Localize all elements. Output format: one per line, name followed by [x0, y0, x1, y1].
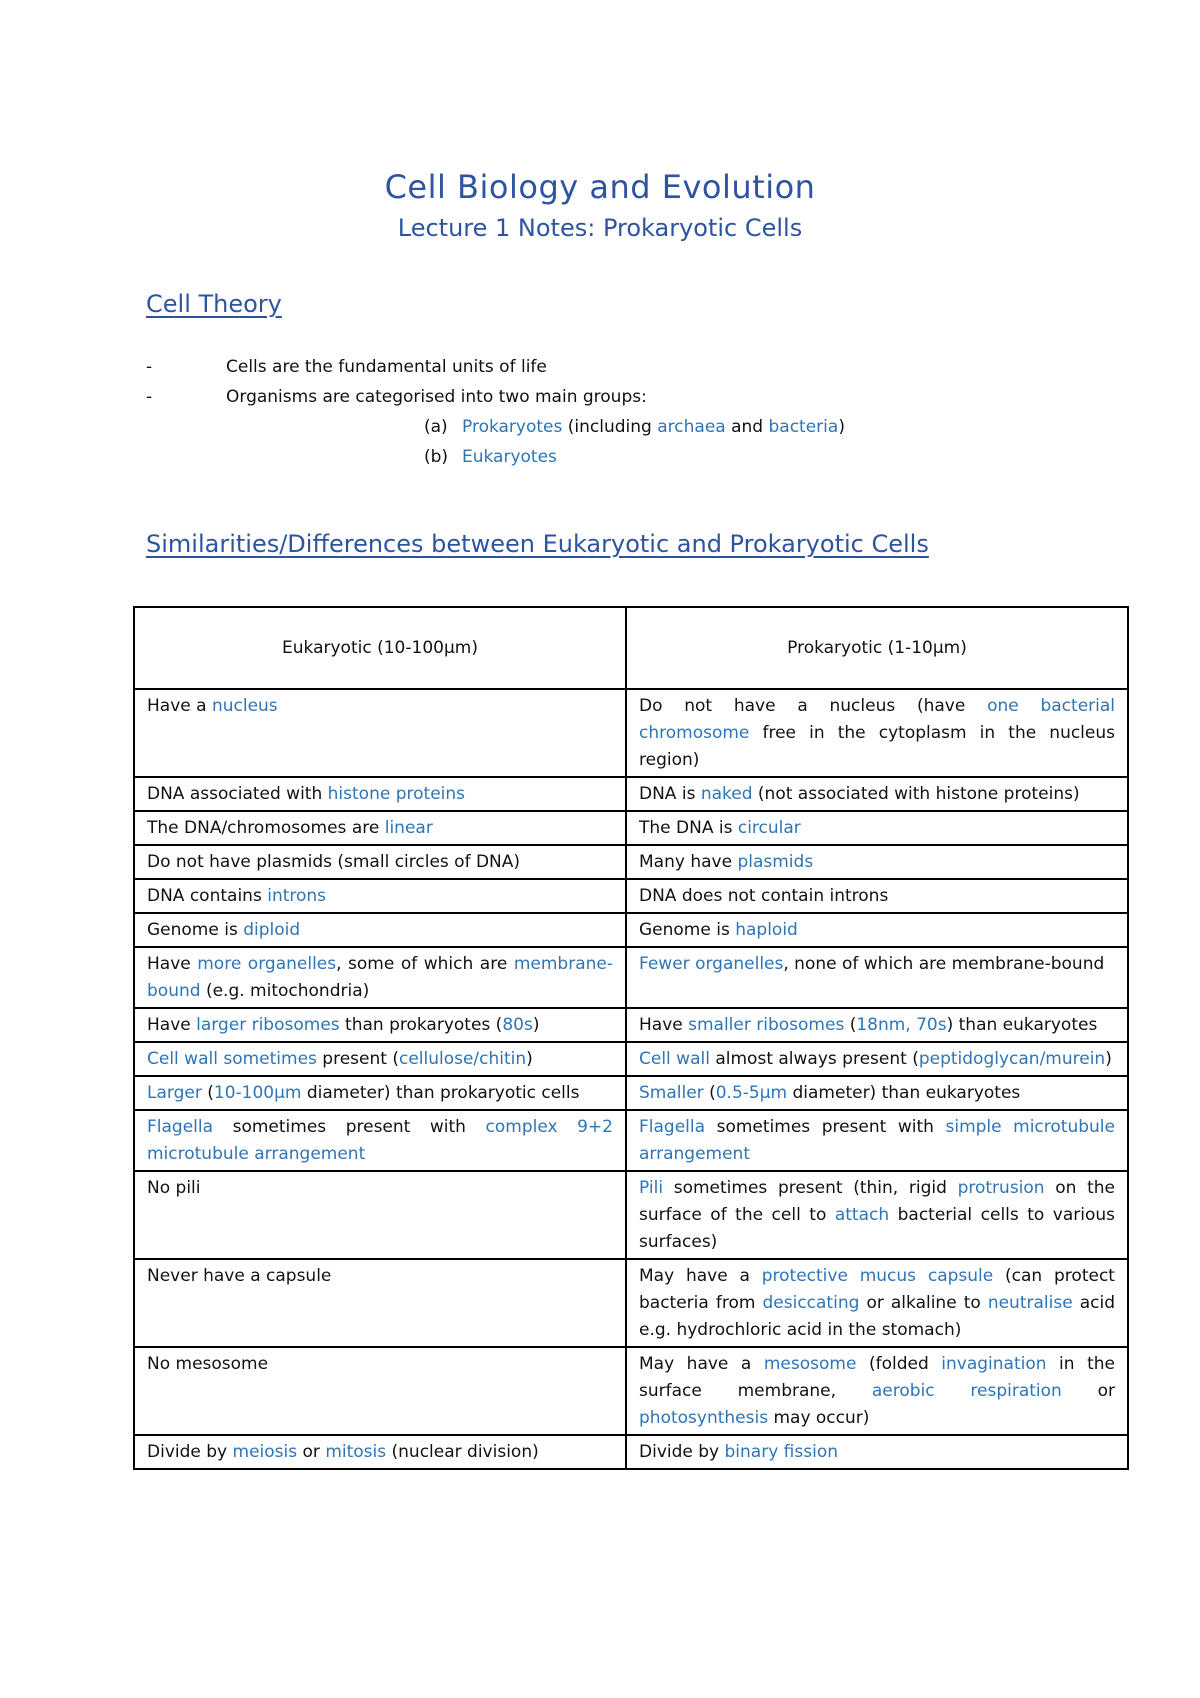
text-segment: The DNA is: [639, 818, 738, 838]
cell-eukaryotic: [134, 1259, 626, 1347]
sub-list-label: (a): [424, 417, 448, 437]
highlighted-term: neutralise: [987, 1293, 1073, 1313]
text-segment: in the surface membrane,: [639, 1354, 1115, 1401]
text-segment: sometimes present with: [213, 1117, 486, 1137]
text-segment: (: [703, 1083, 716, 1103]
list-item: [146, 352, 845, 382]
highlighted-term: larger ribosomes: [196, 1015, 340, 1035]
cell-prokaryotic: [626, 1076, 1128, 1110]
cell-eukaryotic: [134, 1042, 626, 1076]
header-eukaryotic: Eukaryotic (10-100µm): [134, 607, 626, 689]
text-segment: Do not have a nucleus (have: [639, 696, 988, 716]
text-segment: acid e.g. hydrochloric acid in the stomach): [639, 1293, 1115, 1340]
table-header-row: [134, 607, 1128, 689]
text-segment: ) than eukaryotes: [946, 1015, 1098, 1035]
cell-eukaryotic: [134, 947, 626, 1008]
highlighted-term: membrane-bound: [147, 954, 613, 1001]
text-segment: may occur): [768, 1408, 870, 1428]
table-row: [134, 1171, 1128, 1259]
cell-eukaryotic: [134, 1171, 626, 1259]
table-row: [134, 845, 1128, 879]
cell-eukaryotic: [134, 1347, 626, 1435]
table-row: [134, 1435, 1128, 1469]
highlighted-term: more organelles: [197, 954, 337, 974]
highlighted-term: protective mucus capsule: [761, 1266, 994, 1286]
highlighted-term: aerobic respiration: [871, 1381, 1062, 1401]
highlighted-term: 0.5-5µm: [715, 1083, 788, 1103]
table-row: [134, 947, 1128, 1008]
text-segment: or: [1061, 1381, 1115, 1401]
highlighted-term: linear: [384, 818, 433, 838]
cell-prokaryotic: [626, 689, 1128, 777]
text-segment: ): [838, 417, 845, 437]
highlighted-term: circular: [737, 818, 801, 838]
highlighted-term: smaller ribosomes: [688, 1015, 845, 1035]
highlighted-term: simple microtubule arrangement: [639, 1117, 1115, 1164]
cell-prokaryotic: [626, 845, 1128, 879]
cell-eukaryotic: [134, 1076, 626, 1110]
cell-prokaryotic: [626, 1171, 1128, 1259]
highlighted-term: haploid: [735, 920, 798, 940]
table-row: [134, 811, 1128, 845]
text-segment: and: [725, 417, 769, 437]
highlighted-term: one bacterial chromosome: [639, 696, 1116, 743]
text-segment: , some of which are: [336, 954, 514, 974]
text-segment: No pili: [147, 1178, 201, 1198]
text-segment: DNA is: [639, 784, 701, 804]
highlighted-term: Cell wall sometimes: [147, 1049, 317, 1069]
highlighted-term: naked: [700, 784, 753, 804]
highlighted-term: protrusion: [957, 1178, 1045, 1198]
text-segment: than prokaryotes (: [339, 1015, 503, 1035]
text-segment: (folded: [856, 1354, 942, 1374]
highlighted-term: histone proteins: [327, 784, 466, 804]
cell-eukaryotic: [134, 845, 626, 879]
highlighted-term: Cell wall: [639, 1049, 710, 1069]
highlighted-term: attach: [834, 1205, 890, 1225]
highlighted-term: Flagella: [147, 1117, 214, 1137]
highlighted-term: Pili: [639, 1178, 664, 1198]
highlighted-term: photosynthesis: [639, 1408, 769, 1428]
document-subtitle: Lecture 1 Notes: Prokaryotic Cells: [397, 214, 803, 242]
table-row: [134, 879, 1128, 913]
cell-prokaryotic: [626, 879, 1128, 913]
text-segment: Have a: [147, 696, 212, 716]
cell-prokaryotic: [626, 1110, 1128, 1171]
cell-eukaryotic: [134, 811, 626, 845]
table-row: [134, 1008, 1128, 1042]
text-segment: Genome is: [639, 920, 736, 940]
sub-list-item-a: [424, 412, 845, 442]
cell-prokaryotic: [626, 913, 1128, 947]
sub-list-item-b: [424, 442, 845, 472]
cell-prokaryotic: [626, 947, 1128, 1008]
highlighted-term: Flagella: [639, 1117, 706, 1137]
sub-list-label: (b): [424, 447, 449, 467]
text-segment: Have: [639, 1015, 689, 1035]
text-segment: or alkaline to: [859, 1293, 988, 1313]
section-heading-comparison: Similarities/Differences between Eukaryotic and Prokaryotic Cells: [146, 530, 929, 558]
cell-prokaryotic: [626, 777, 1128, 811]
cell-eukaryotic: [134, 913, 626, 947]
cell-eukaryotic: [134, 1008, 626, 1042]
highlighted-term: nucleus: [211, 696, 278, 716]
highlighted-term: desiccating: [762, 1293, 860, 1313]
highlighted-term: invagination: [941, 1354, 1047, 1374]
cell-prokaryotic: [626, 1042, 1128, 1076]
highlighted-term: 80s: [502, 1015, 533, 1035]
text-segment: (e.g. mitochondria): [200, 981, 370, 1001]
highlighted-term: cellulose/chitin: [398, 1049, 527, 1069]
text-segment: DNA associated with: [147, 784, 328, 804]
text-segment: Have: [147, 954, 198, 974]
document-title: Cell Biology and Evolution: [384, 168, 816, 206]
text-segment: diameter) than eukaryotes: [787, 1083, 1021, 1103]
text-segment: May have a: [639, 1266, 762, 1286]
text-segment: Divide by: [639, 1442, 725, 1462]
highlighted-term: introns: [267, 886, 327, 906]
table-row: [134, 777, 1128, 811]
table-row: [134, 1110, 1128, 1171]
text-segment: Do not have plasmids (small circles of DNA): [147, 852, 521, 872]
text-segment: , none of which are membrane-bound: [783, 954, 1105, 974]
text-segment: or: [297, 1442, 326, 1462]
bullet-dash: -: [146, 387, 153, 407]
highlighted-term: 10-100µm: [213, 1083, 302, 1103]
text-segment: present (: [316, 1049, 399, 1069]
cell-eukaryotic: [134, 1110, 626, 1171]
table-row: [134, 913, 1128, 947]
highlighted-term: diploid: [243, 920, 301, 940]
text-segment: Genome is: [147, 920, 244, 940]
text-segment: free in the cytoplasm in the nucleus region): [639, 723, 1115, 770]
cell-prokaryotic: [626, 1008, 1128, 1042]
table-row: [134, 1259, 1128, 1347]
text-segment: DNA contains: [147, 886, 268, 906]
table-row: [134, 1042, 1128, 1076]
cell-prokaryotic: [626, 1435, 1128, 1469]
cell-eukaryotic: [134, 1435, 626, 1469]
highlighted-term: complex 9+2 microtubule arrangement: [147, 1117, 613, 1164]
cell-prokaryotic: [626, 811, 1128, 845]
highlighted-term: 18nm, 70s: [856, 1015, 947, 1035]
text-segment: almost always present (: [709, 1049, 919, 1069]
cell-prokaryotic: [626, 1259, 1128, 1347]
text-segment: DNA does not contain introns: [639, 886, 889, 906]
text-segment: Never have a capsule: [147, 1266, 332, 1286]
text-segment: (: [844, 1015, 857, 1035]
highlighted-term: Larger: [147, 1083, 202, 1103]
text-segment: sometimes present (thin, rigid: [663, 1178, 958, 1198]
text-segment: sometimes present with: [705, 1117, 946, 1137]
text-segment: (nuclear division): [386, 1442, 539, 1462]
highlighted-term: Fewer organelles: [639, 954, 784, 974]
cell-eukaryotic: [134, 777, 626, 811]
text-segment: ): [532, 1015, 540, 1035]
text-segment: Many have: [639, 852, 738, 872]
list-item: [146, 382, 845, 412]
header-prokaryotic: Prokaryotic (1-10µm): [626, 607, 1128, 689]
term-bacteria: bacteria: [768, 417, 839, 437]
highlighted-term: plasmids: [737, 852, 814, 872]
text-segment: diameter) than prokaryotic cells: [301, 1083, 580, 1103]
text-segment: Divide by: [147, 1442, 233, 1462]
text-segment: (not associated with histone proteins): [752, 784, 1080, 804]
section-heading-cell-theory: Cell Theory: [146, 290, 282, 318]
bullet-dash: -: [146, 357, 153, 377]
cell-prokaryotic: [626, 1347, 1128, 1435]
list-item-text: Cells are the fundamental units of life: [226, 357, 547, 377]
text-segment: Have: [147, 1015, 197, 1035]
table-row: [134, 689, 1128, 777]
highlighted-term: binary fission: [724, 1442, 838, 1462]
highlighted-term: mitosis: [325, 1442, 387, 1462]
text-segment: (can protect bacteria from: [639, 1266, 1115, 1313]
text-segment: (including: [562, 417, 658, 437]
comparison-table: [133, 606, 1129, 1470]
highlighted-term: Smaller: [639, 1083, 704, 1103]
cell-eukaryotic: [134, 689, 626, 777]
highlighted-term: peptidoglycan/murein: [918, 1049, 1106, 1069]
cell-theory-list: [146, 352, 845, 472]
term-eukaryotes: Eukaryotes: [462, 447, 557, 467]
text-segment: ): [526, 1049, 533, 1069]
text-segment: ): [1105, 1049, 1112, 1069]
text-segment: The DNA/chromosomes are: [147, 818, 385, 838]
text-segment: No mesosome: [147, 1354, 269, 1374]
term-archaea: archaea: [657, 417, 726, 437]
text-segment: bacterial cells to various surfaces): [639, 1205, 1115, 1252]
text-segment: on the surface of the cell to: [639, 1178, 1115, 1225]
table-row: [134, 1076, 1128, 1110]
table-row: [134, 1347, 1128, 1435]
highlighted-term: mesosome: [763, 1354, 857, 1374]
text-segment: May have a: [639, 1354, 764, 1374]
text-segment: (: [201, 1083, 214, 1103]
term-prokaryotes: Prokaryotes: [462, 417, 563, 437]
cell-eukaryotic: [134, 879, 626, 913]
list-item-text: Organisms are categorised into two main groups:: [226, 387, 647, 407]
highlighted-term: meiosis: [232, 1442, 298, 1462]
sub-list-text: [462, 412, 845, 442]
